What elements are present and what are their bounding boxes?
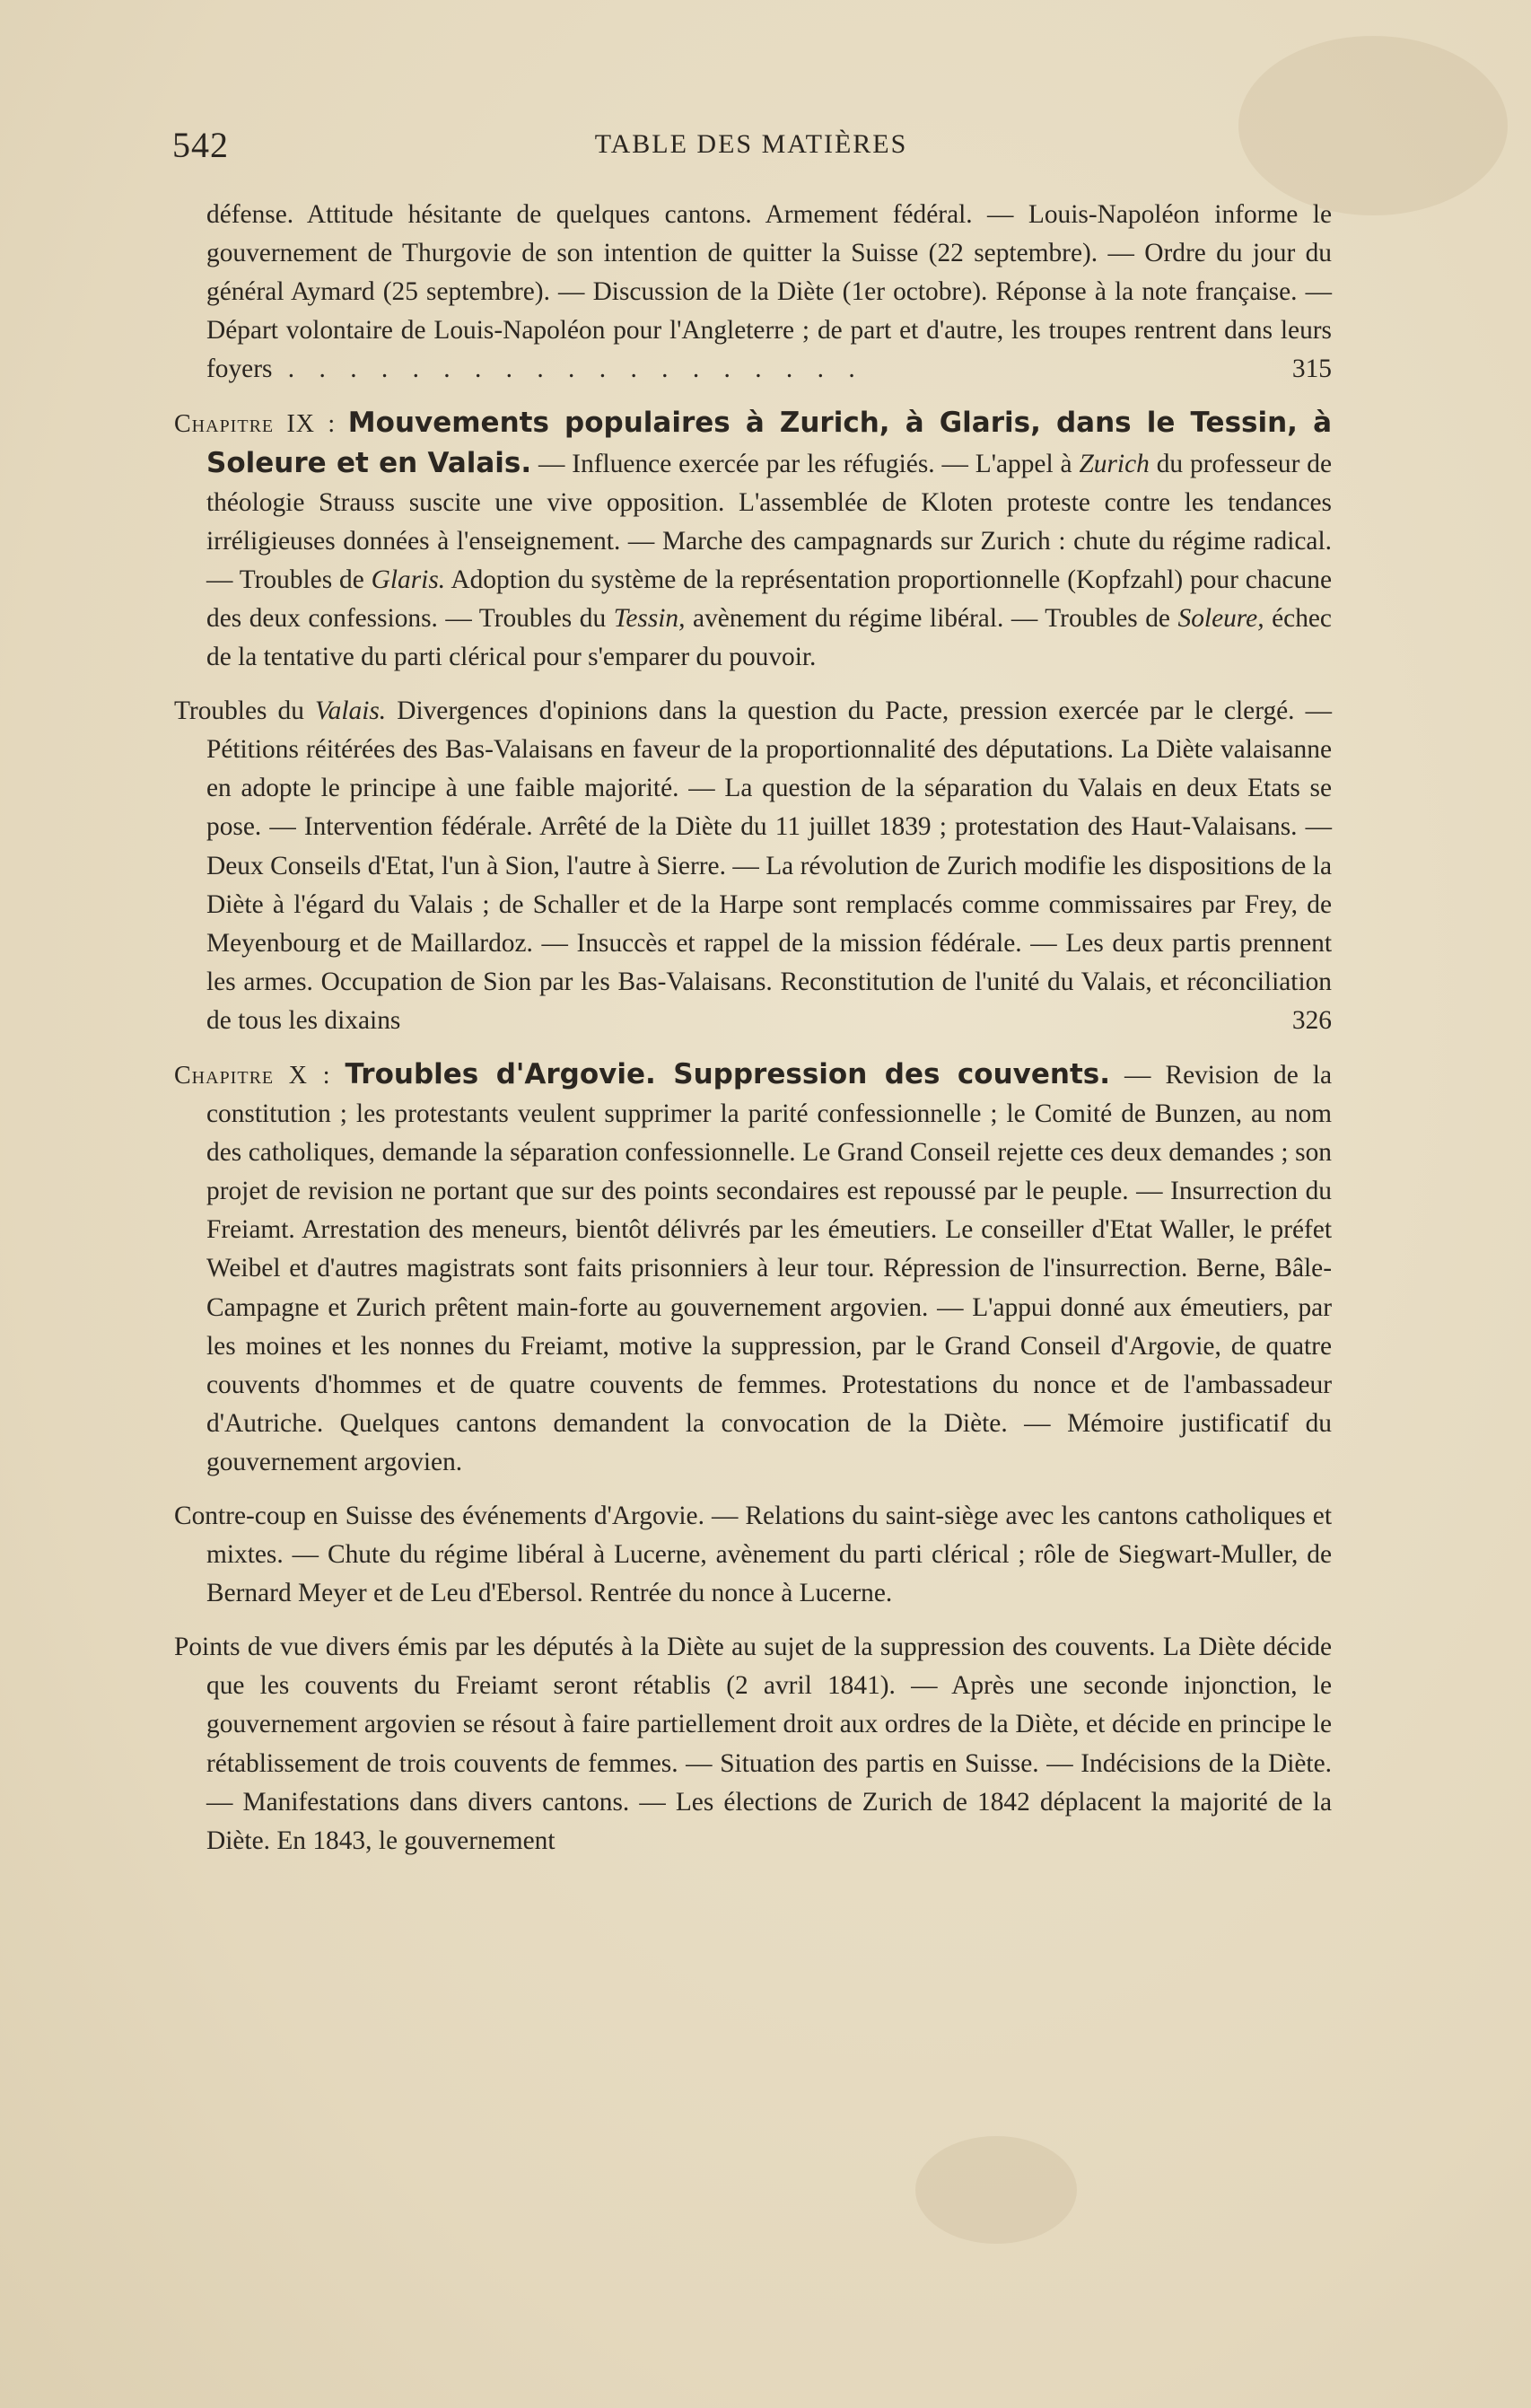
entry-text: Troubles du — [174, 696, 315, 726]
entry-italic: Soleure, — [1177, 603, 1264, 633]
entry-text: Contre-coup en Suisse des événements d'Argovie. — Relations du saint-siège avec les cantons catholiques et mixtes. — Chute du régime libéral à Lucerne, avènement du parti clérical ; rôle de Siegwart-Muller, de Bernard Meyer et de Leu d'Ebersol. Rentrée du nonce à Lucerne. — [174, 1502, 1332, 1608]
entry-text: du professeur de théologie Strauss suscite une vive opposition. L'assemblée de Kloten proteste contre les tendances irréligieuses données à l'enseignement. — Marche des campagnards sur Zurich : chute du régime radical. — Troubles de — [206, 449, 1332, 594]
chapter-title: Troubles d'Argovie. Suppression des couvents. — [345, 1057, 1110, 1090]
running-title: TABLE DES MATIÈRES — [594, 129, 908, 159]
toc-entry-chapter-x — [174, 1055, 1332, 1482]
entry-text: défense. Attitude hésitante de quelques cantons. Armement fédéral. — Louis-Napoléon informe le gouvernement de Thurgovie de son intention de quitter la Suisse (22 septembre). — Ordre du jour du général Aymard (25 septembre). — Discussion de la Diète (1er octobre). Réponse à la note française. — Départ volontaire de Louis-Napoléon pour l'Angleterre ; de part et d'autre, les troupes rentrent dans leurs foyers — [206, 200, 1332, 384]
page-ref: 315 — [1291, 355, 1332, 384]
table-of-contents — [174, 196, 1332, 1876]
entry-italic: Zurich — [1079, 449, 1150, 478]
entry-text: échec de la tentative du parti clérical pour s'emparer du pouvoir. — [206, 603, 1332, 672]
entry-italic: Tessin, — [613, 603, 686, 633]
entry-text: Points de vue divers émis par les députés à la Diète au sujet de la suppression des couvents. La Diète décide que les couvents du Freiamt seront rétablis (2 avril 1841). — Après une seconde injonction, le gouvernement argovien se résout à faire partiellement droit aux ordres de la Diète, et décide en principe le rétablissement de trois couvents de femmes. — Situation des partis en Suisse. — Indécisions de la Diète. — Manifestations dans divers cantons. — Les élections de Zurich de 1842 déplacent la majorité de la Diète. En 1843, le gouvernement — [174, 1633, 1332, 1855]
entry-text: Divergences d'opinions dans la question du Pacte, pression exercée par le clergé. — Pétitions réitérées des Bas-Valaisans en faveur de la proportionnalité des députations. La Diète valaisanne en adopte le principe à une faible majorité. — La question de la séparation du Valais en deux Etats se pose. — Intervention fédérale. Arrêté de la Diète du 11 juillet 1839 ; protestation des Haut-Valaisans. — Deux Conseils d'Etat, l'un à Sion, l'autre à Sierre. — La révolution de Zurich modifie les dispositions de la Diète à l'égard du Valais ; de Schaller et de la Harpe sont remplacés comme commissaires par Frey, de Meyenbourg et de Maillardoz. — Insuccès et rappel de la mission fédérale. — Les deux partis prennent les armes. Occupation de Sion par les Bas-Valaisans. Reconstitution de l'unité du Valais, et réconciliation de tous les dixains — [206, 696, 1332, 1035]
chapter-title: Mouvements populaires à Zurich, à Glaris, dans le Tessin, à Soleure et en Valais. — [206, 407, 1332, 479]
dot-leaders: . . . . . . . . . . . . . . . . . . . — [272, 355, 864, 384]
entry-text: avènement du régime libéral. — Troubles de — [685, 603, 1178, 633]
page-ref: 326 — [1291, 1005, 1332, 1035]
entry-italic: Valais. — [314, 696, 387, 726]
entry-text: Adoption du système de la représentation proportionnelle (Kopfzahl) pour chacune des deux confessions. — Troubles du — [206, 565, 1332, 633]
page-header — [172, 124, 1330, 169]
chapter-label: Chapitre IX : — [174, 410, 337, 439]
toc-entry-chapter-ix — [174, 404, 1332, 677]
toc-entry-continued — [174, 196, 1332, 389]
paper-stain — [915, 2136, 1077, 2244]
toc-entry-contre-coup — [174, 1497, 1332, 1613]
entry-text: — Influence exercée par les réfugiés. — L'appel à — [531, 449, 1080, 478]
chapter-label: Chapitre X : — [174, 1061, 331, 1090]
toc-entry-points-de-vue — [174, 1628, 1332, 1861]
toc-entry-valais — [174, 692, 1332, 1040]
entry-italic: Glaris. — [371, 565, 446, 594]
page-number: 542 — [172, 125, 229, 165]
entry-text: — Revision de la constitution ; les protestants veulent supprimer la parité confessionnelle ; le Comité de Bunzen, au nom des catholiques, demande la séparation confessionnelle. Le Grand Conseil rejette ces deux demandes ; son projet de revision ne portant que sur des points secondaires est repoussé par le peuple. — Insurrection du Freiamt. Arrestation des meneurs, bientôt délivrés par les émeutiers. Le conseiller d'Etat Waller, le préfet Weibel et d'autres magistrats sont faits prisonniers à leur tour. Répression de l'insurrection. Berne, Bâle-Campagne et Zurich prêtent main-forte au gouvernement argovien. — L'appui donné aux émeutiers, par les moines et les nonnes du Freiamt, motive la suppression, par le Grand Conseil d'Argovie, de quatre couvents d'hommes et de quatre couvents de femmes. Protestations du nonce et de l'ambassadeur d'Autriche. Quelques cantons demandent la convocation de la Diète. — Mémoire justificatif du gouvernement argovien. — [206, 1060, 1332, 1476]
